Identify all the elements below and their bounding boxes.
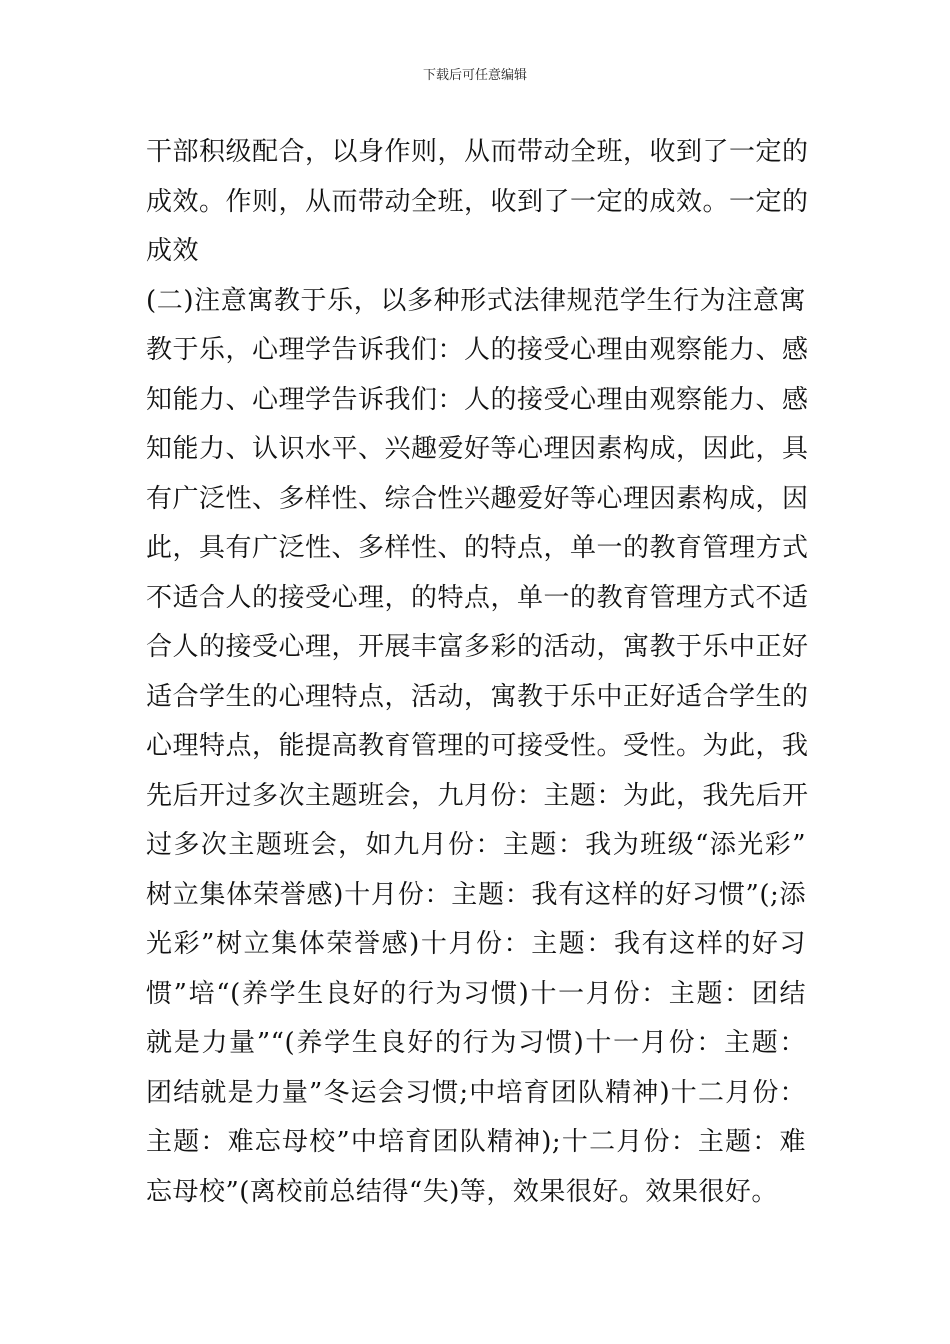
text-line: 树立集体荣誉感)十月份：主题：我有这样的好习惯”(;添	[146, 879, 806, 910]
text-line: 先后开过多次主题班会，九月份：主题：为此，我先后开	[146, 780, 809, 811]
page-header: 下载后可任意编辑	[422, 68, 527, 83]
text-line: 忘母校”(离校前总结得“失)等，效果很好。效果很好。	[146, 1176, 778, 1207]
text-line: 主题：难忘母校”中培育团队精神);十二月份：主题：难	[146, 1127, 806, 1157]
text-line: 合人的接受心理，开展丰富多彩的活动，寓教于乐中正好	[146, 632, 809, 662]
text-line: 惯”培“(养学生良好的行为习惯)十一月份：主题：团结	[146, 978, 806, 1009]
text-line: 干部积级配合，以身作则，从而带动全班，收到了一定的	[146, 137, 809, 167]
text-line: 过多次主题班会，如九月份：主题：我为班级“添光彩”	[146, 830, 806, 860]
text-line: 此，具有广泛性、多样性、的特点，单一的教育管理方式	[146, 533, 809, 563]
text-line: 有广泛性、多样性、综合性兴趣爱好等心理因素构成，因	[146, 483, 809, 514]
text-line: (二)注意寓教于乐，以多种形式法律规范学生行为注意寓	[146, 285, 806, 316]
text-line: 团结就是力量”冬运会习惯;中培育团队精神)十二月份：	[146, 1077, 806, 1108]
text-line: 知能力、认识水平、兴趣爱好等心理因素构成，因此，具	[146, 434, 809, 464]
text-line: 光彩”树立集体荣誉感)十月份：主题：我有这样的好习	[146, 929, 806, 959]
text-line: 成效	[146, 236, 200, 266]
text-line: 知能力、心理学告诉我们：人的接受心理由观察能力、感	[146, 384, 809, 415]
text-line: 适合学生的心理特点，活动，寓教于乐中正好适合学生的	[146, 681, 809, 712]
text-line: 心理特点，能提高教育管理的可接受性。受性。为此，我	[146, 731, 809, 761]
text-line: 不适合人的接受心理，的特点，单一的教育管理方式不适	[146, 582, 809, 613]
text-line: 就是力量”“(养学生良好的行为习惯)十一月份：主题：	[146, 1028, 806, 1058]
document-body	[146, 128, 826, 1217]
text-line: 教于乐，心理学告诉我们：人的接受心理由观察能力、感	[146, 335, 809, 365]
text-line: 成效。作则，从而带动全班，收到了一定的成效。一定的	[146, 186, 809, 217]
